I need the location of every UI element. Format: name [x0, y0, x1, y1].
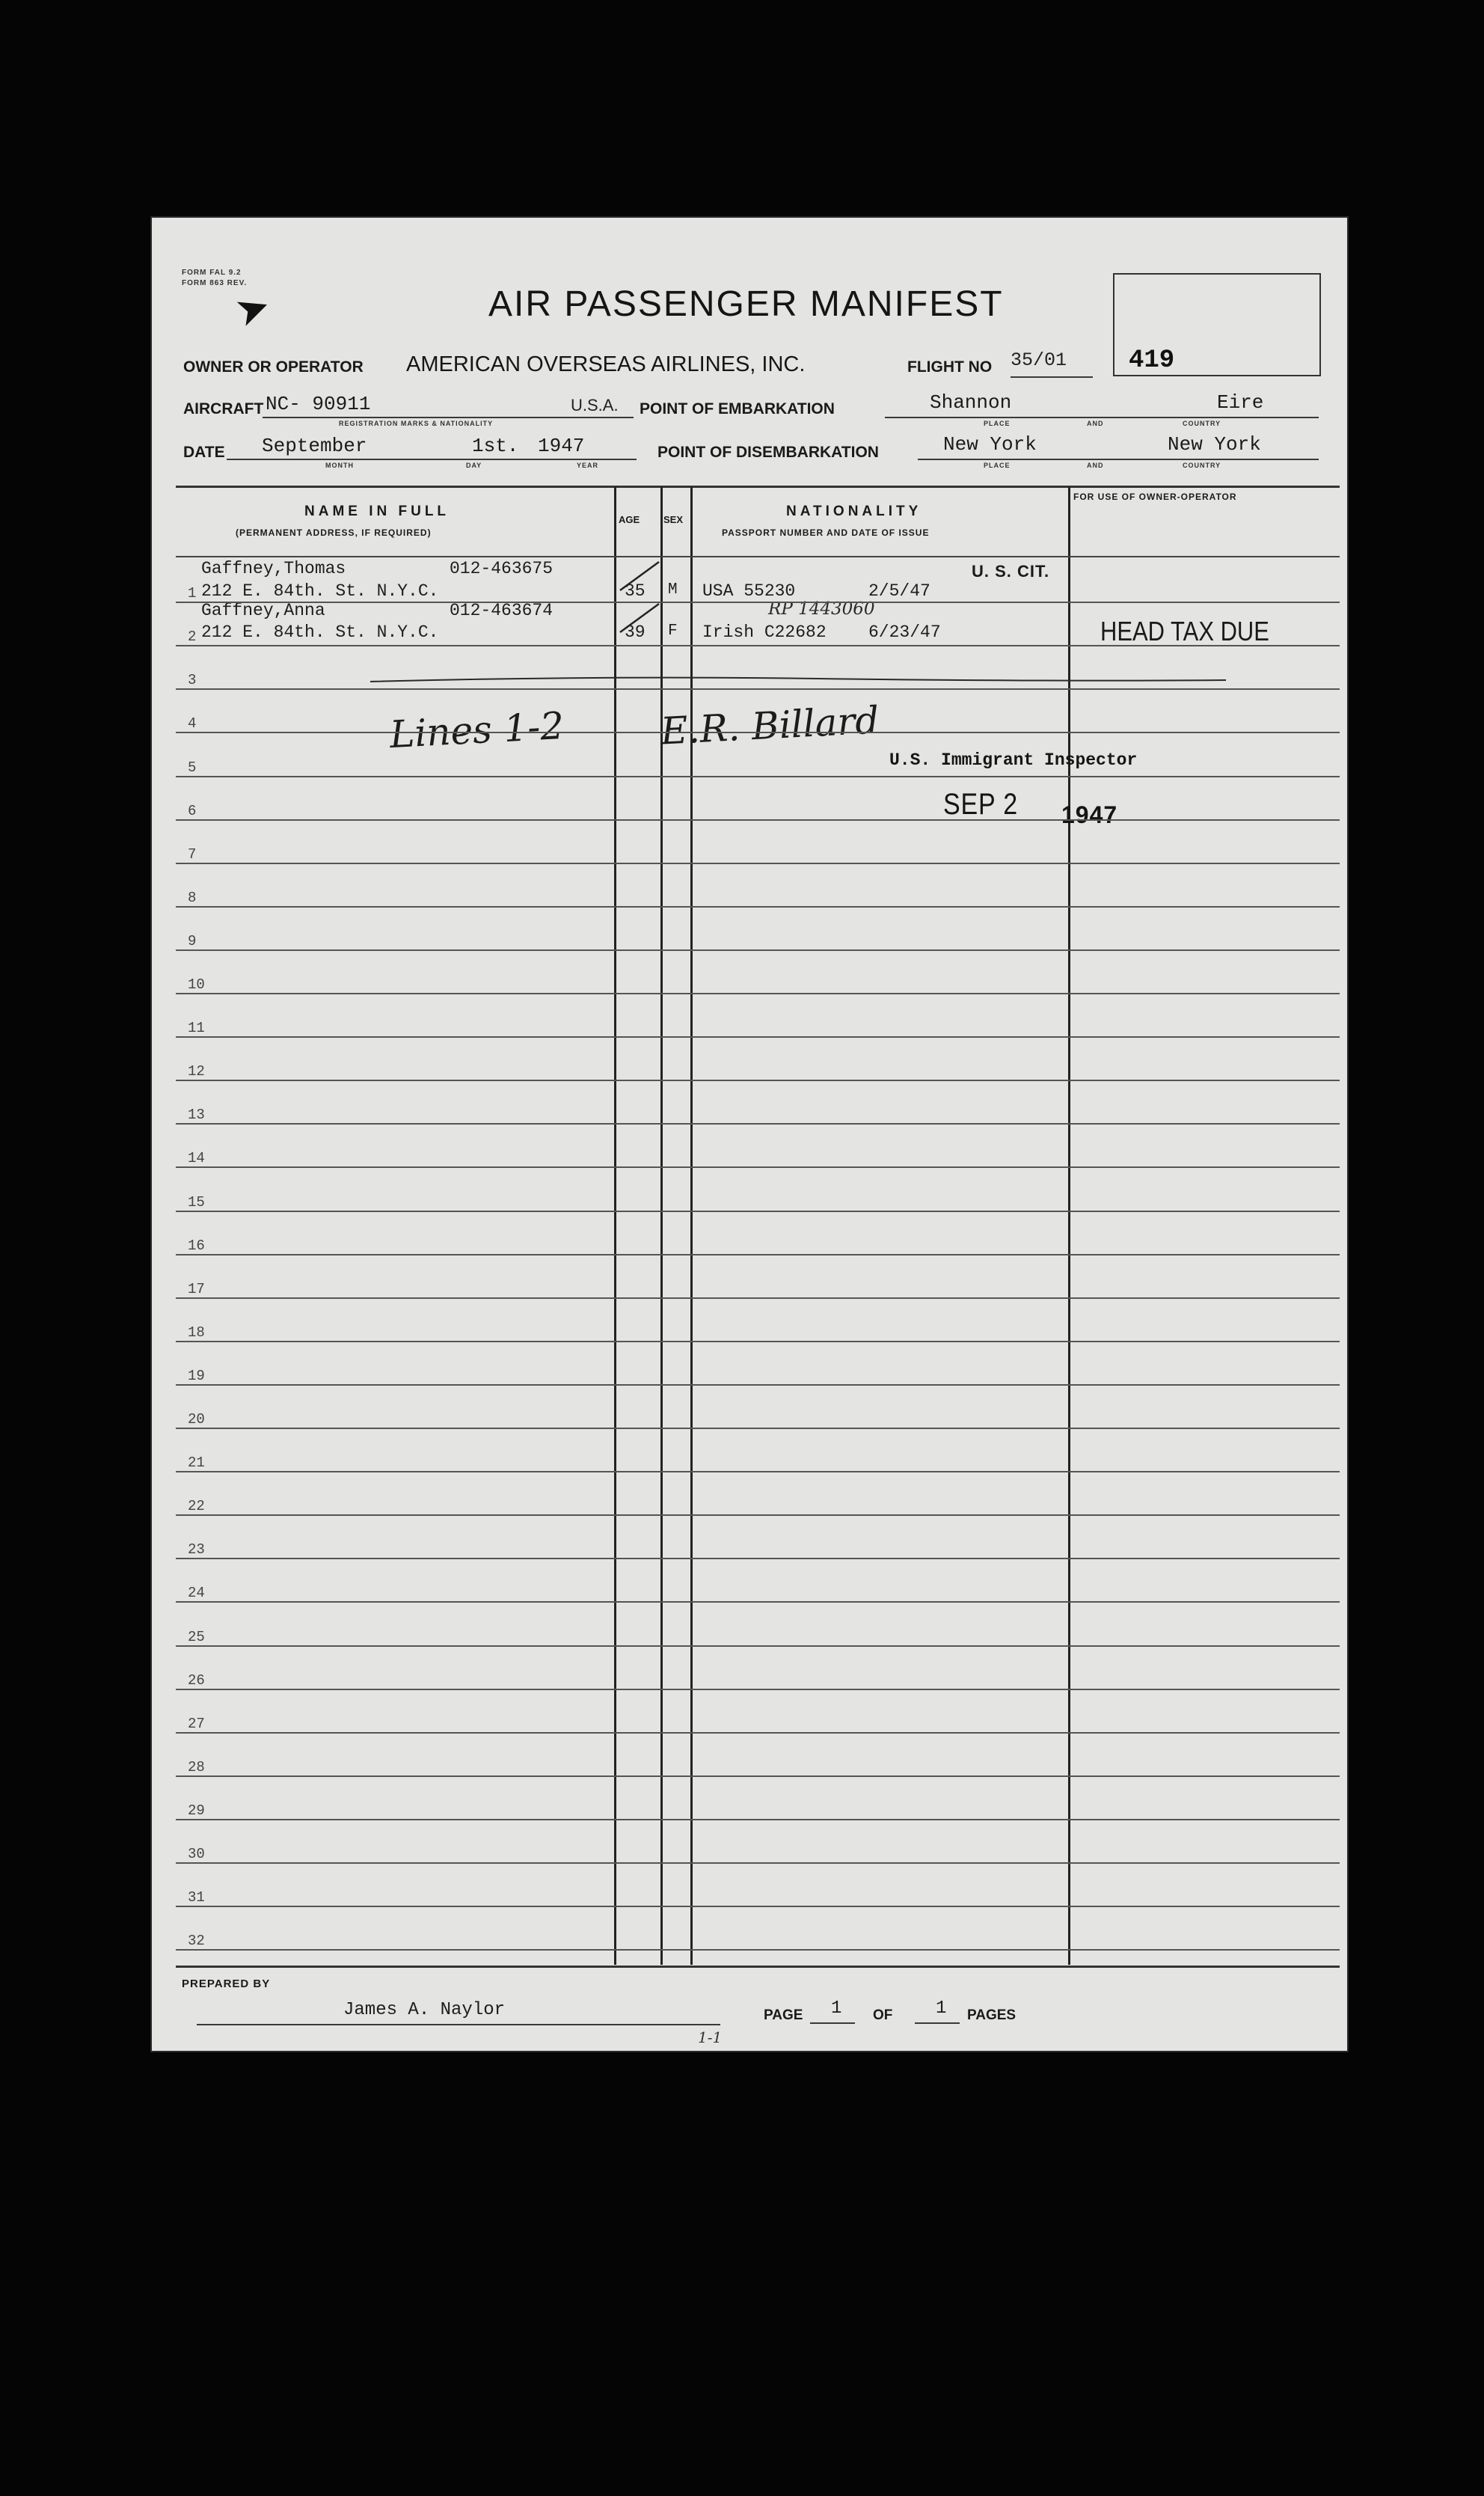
age-check-marks-icon — [617, 559, 662, 641]
box-number: 419 — [1129, 346, 1175, 375]
aircraft-country: U.S.A. — [571, 396, 619, 415]
passenger-2-issued: 6/23/47 — [868, 623, 941, 642]
row-number: 15 — [188, 1194, 205, 1211]
row-number: 10 — [188, 976, 205, 993]
passenger-1-age: 35 — [625, 581, 646, 601]
table-row — [176, 1689, 1340, 1690]
date-label: DATE — [183, 444, 225, 461]
row-number: 20 — [188, 1411, 205, 1428]
and-caption-2: AND — [1087, 462, 1104, 469]
date-month: September — [262, 435, 367, 457]
table-row — [176, 776, 1340, 777]
passenger-1-address: 212 E. 84th. St. N.Y.C. — [201, 581, 439, 601]
row-number: 24 — [188, 1585, 205, 1601]
table-bottom-border — [176, 1966, 1340, 1968]
table-row — [176, 1862, 1340, 1864]
passenger-2-name: Gaffney,Anna — [201, 601, 325, 620]
row-number: 27 — [188, 1716, 205, 1732]
pages-label: PAGES — [967, 2007, 1017, 2023]
passenger-1-sex: M — [668, 581, 678, 599]
of-value: 1 — [936, 1998, 947, 2019]
row-number: 17 — [188, 1281, 205, 1297]
embark-label: POINT OF EMBARKATION — [640, 400, 835, 417]
col-header-name-sub: (PERMANENT ADDRESS, IF REQUIRED) — [236, 527, 432, 538]
row-number: 22 — [188, 1498, 205, 1514]
row-number: 30 — [188, 1846, 205, 1862]
table-row — [176, 645, 1340, 646]
date-year: 1947 — [538, 435, 585, 457]
date-underline — [227, 459, 637, 460]
row-number: 16 — [188, 1238, 205, 1254]
row-number: 32 — [188, 1933, 205, 1949]
table-row — [176, 1949, 1340, 1951]
row-number: 19 — [188, 1368, 205, 1384]
table-row — [176, 863, 1340, 864]
table-row — [176, 1036, 1340, 1038]
row-number: 31 — [188, 1889, 205, 1906]
row-number: 3 — [188, 672, 197, 688]
flight-value: 35/01 — [1011, 349, 1067, 371]
table-row — [176, 1341, 1340, 1342]
flight-underline — [1011, 376, 1093, 378]
table-row — [176, 1384, 1340, 1386]
place-caption-2: PLACE — [984, 462, 1011, 469]
embark-place: Shannon — [930, 391, 1012, 414]
table-row — [176, 1166, 1340, 1168]
table-row — [176, 1558, 1340, 1559]
table-row — [176, 1514, 1340, 1516]
col-header-age: AGE — [619, 514, 640, 525]
place-caption: PLACE — [984, 420, 1011, 427]
col-divider-owner — [1068, 487, 1070, 1965]
prepared-value: James A. Naylor — [343, 2000, 506, 2020]
table-row — [176, 1254, 1340, 1255]
registration-caption: REGISTRATION MARKS & NATIONALITY — [339, 420, 494, 427]
table-row — [176, 1601, 1340, 1603]
owner-label: OWNER OR OPERATOR — [183, 358, 364, 376]
table-row — [176, 1080, 1340, 1081]
table-row — [176, 1775, 1340, 1777]
form-title: AIR PASSENGER MANIFEST — [488, 284, 1004, 324]
row-number: 26 — [188, 1672, 205, 1689]
table-row — [176, 1645, 1340, 1647]
row-number: 8 — [188, 890, 197, 906]
row-number: 23 — [188, 1541, 205, 1558]
embark-country: Eire — [1217, 391, 1264, 414]
handwritten-signature: E.R. Billard — [659, 698, 880, 753]
prepared-underline — [197, 2024, 720, 2025]
row-number: 9 — [188, 933, 197, 949]
manifest-sheet — [152, 218, 1347, 2051]
table-row — [176, 906, 1340, 908]
row-number: 29 — [188, 1802, 205, 1819]
row-number: 12 — [188, 1063, 205, 1080]
of-underline — [915, 2022, 960, 2024]
and-caption: AND — [1087, 420, 1104, 427]
col-header-passport: PASSPORT NUMBER AND DATE OF ISSUE — [722, 527, 930, 538]
form-code-rev: FORM 863 REV. — [182, 279, 248, 287]
flight-label: FLIGHT NO — [907, 358, 993, 376]
passenger-1-issued: 2/5/47 — [868, 581, 930, 601]
table-row — [176, 688, 1340, 690]
col-header-nationality: NATIONALITY — [786, 504, 922, 519]
row-number: 28 — [188, 1759, 205, 1775]
passenger-1-name: Gaffney,Thomas — [201, 559, 346, 578]
col-header-sex: SEX — [663, 514, 684, 525]
col-header-owner: FOR USE OF OWNER-OPERATOR — [1073, 492, 1237, 502]
month-caption: MONTH — [325, 462, 354, 469]
page-label: PAGE — [764, 2007, 803, 2023]
row-number: 11 — [188, 1020, 205, 1036]
arrow-mark-icon: ➤ — [229, 282, 277, 336]
table-row — [176, 602, 1340, 603]
col-header-name: NAME IN FULL — [304, 504, 450, 519]
aircraft-value: NC- 90911 — [266, 393, 371, 415]
of-label: OF — [873, 2007, 893, 2023]
day-caption: DAY — [466, 462, 482, 469]
table-row — [176, 1297, 1340, 1299]
col-divider-age — [614, 487, 616, 1965]
passenger-1-passport: USA 55230 — [702, 581, 796, 601]
handwritten-lines: Lines 1-2 — [388, 703, 565, 757]
table-row — [176, 1732, 1340, 1734]
passenger-2-rp-note: RP 1443060 — [768, 599, 875, 619]
year-caption: YEAR — [577, 462, 599, 469]
form-code: FORM FAL 9.2 — [182, 269, 242, 277]
row-number: 25 — [188, 1629, 205, 1645]
table-row — [176, 1906, 1340, 1907]
row-number: 14 — [188, 1150, 205, 1166]
table-row — [176, 1471, 1340, 1472]
table-row — [176, 1428, 1340, 1429]
row-number: 4 — [188, 715, 197, 732]
passenger-2-passport: Irish C22682 — [702, 623, 827, 642]
disembark-place: New York — [943, 433, 1037, 456]
page-value: 1 — [831, 1998, 842, 2019]
date-day: 1st. — [472, 435, 519, 457]
table-row — [176, 1211, 1340, 1212]
table-header-border — [176, 556, 1340, 557]
row-number: 5 — [188, 759, 197, 776]
table-row — [176, 1819, 1340, 1820]
table-row — [176, 1123, 1340, 1125]
owner-value: AMERICAN OVERSEAS AIRLINES, INC. — [406, 352, 806, 376]
disembark-underline — [918, 459, 1319, 460]
country-caption-2: COUNTRY — [1183, 462, 1221, 469]
date-stamp-year: 1947 — [1061, 801, 1118, 828]
owner-note: HEAD TAX DUE — [1100, 616, 1269, 646]
aircraft-label: AIRCRAFT — [183, 400, 264, 417]
table-top-border — [176, 486, 1340, 488]
passenger-1-note: U. S. CIT. — [972, 562, 1050, 581]
row-number: 7 — [188, 846, 197, 863]
table-row — [176, 993, 1340, 994]
row-number: 6 — [188, 803, 197, 819]
passenger-2-address: 212 E. 84th. St. N.Y.C. — [201, 623, 439, 642]
disembark-label: POINT OF DISEMBARKATION — [657, 444, 879, 461]
table-row — [176, 949, 1340, 951]
passenger-2-sex: F — [668, 623, 678, 640]
inspector-stamp: U.S. Immigrant Inspector — [889, 750, 1138, 770]
aircraft-underline — [263, 417, 634, 418]
passenger-1-id: 012-463675 — [450, 559, 554, 578]
row-number: 18 — [188, 1324, 205, 1341]
row-number: 21 — [188, 1455, 205, 1471]
margin-note: 1-1 — [698, 2028, 723, 2046]
table-row — [176, 819, 1340, 821]
row-number: 13 — [188, 1107, 205, 1123]
table-row — [176, 732, 1340, 733]
row-number: 2 — [188, 628, 197, 645]
disembark-country: New York — [1168, 433, 1261, 456]
passenger-2-age: 39 — [625, 623, 646, 642]
row-number: 1 — [188, 585, 197, 602]
passenger-2-id: 012-463674 — [450, 601, 554, 620]
embark-underline — [885, 417, 1319, 418]
country-caption: COUNTRY — [1183, 420, 1221, 427]
page-underline — [810, 2022, 855, 2024]
prepared-label: PREPARED BY — [182, 1977, 271, 1990]
date-stamp-month: SEP 2 — [943, 788, 1019, 821]
col-divider-sex — [660, 487, 663, 1965]
strike-line-icon — [369, 673, 1229, 688]
